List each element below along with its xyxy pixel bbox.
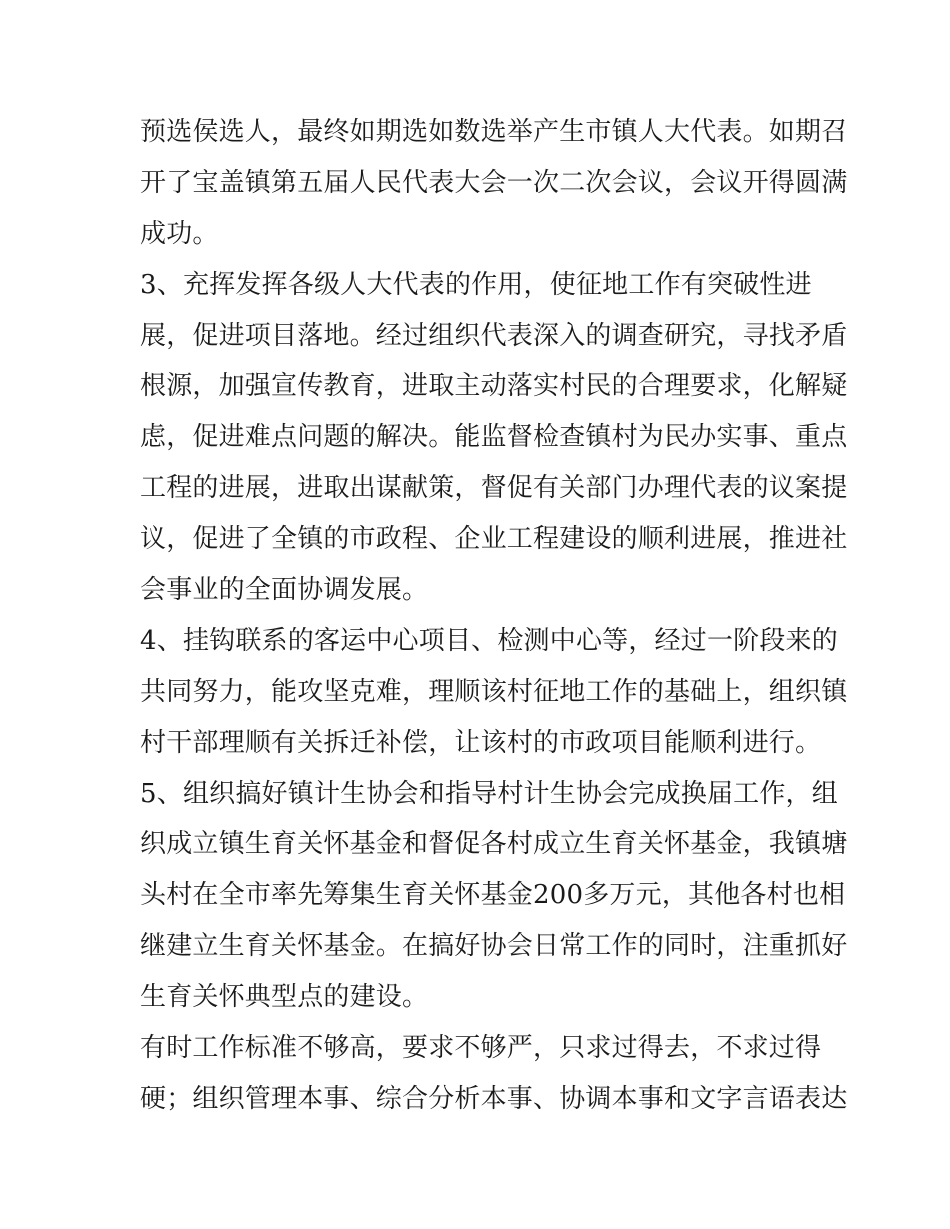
- text-line: 村干部理顺有关拆迁补偿，让该村的市政项目能顺利进行。: [140, 727, 822, 758]
- text-line: 5、组织搞好镇计生协会和指导村计生协会完成换届工作，组: [140, 778, 838, 809]
- text-line: 议，促进了全镇的市政程、企业工程建设的顺利进展，推进社: [140, 524, 848, 555]
- text-line: 硬；组织管理本事、综合分析本事、协调本事和文字言语表达: [140, 1083, 848, 1114]
- text-line: 共同努力，能攻坚克难，理顺该村征地工作的基础上，组织镇: [140, 676, 848, 707]
- text-line: 成功。: [140, 218, 219, 249]
- text-line: 4、挂钩联系的客运中心项目、检测中心等，经过一阶段来的: [140, 625, 838, 656]
- text-line: 展，促进项目落地。经过组织代表深入的调查研究，寻找矛盾: [140, 320, 848, 351]
- text-line: 预选侯选人，最终如期选如数选举产生市镇人大代表。如期召: [140, 117, 848, 147]
- text-line: 头村在全市率先筹集生育关怀基金200多万元，其他各村也相: [140, 880, 846, 911]
- text-line: 开了宝盖镇第五届人民代表大会一次二次会议，会议开得圆满: [140, 167, 848, 198]
- text-line: 工程的进展，进取出谋献策，督促有关部门办理代表的议案提: [140, 473, 848, 504]
- text-line: 会事业的全面协调发展。: [140, 575, 429, 606]
- text-line: 根源，加强宣传教育，进取主动落实村民的合理要求，化解疑: [140, 371, 848, 402]
- text-line: 织成立镇生育关怀基金和督促各村成立生育关怀基金，我镇塘: [140, 829, 848, 860]
- body-text: [140, 107, 848, 1125]
- text-line: 虑，促进难点问题的解决。能监督检查镇村为民办实事、重点: [140, 422, 848, 453]
- text-line: 3、充挥发挥各级人大代表的作用，使征地工作有突破性进: [140, 269, 812, 300]
- text-line: 生育关怀典型点的建设。: [140, 982, 429, 1013]
- text-line: 继建立生育关怀基金。在搞好协会日常工作的同时，注重抓好: [140, 931, 848, 962]
- text-line: 有时工作标准不够高，要求不够严，只求过得去，不求过得: [140, 1033, 822, 1064]
